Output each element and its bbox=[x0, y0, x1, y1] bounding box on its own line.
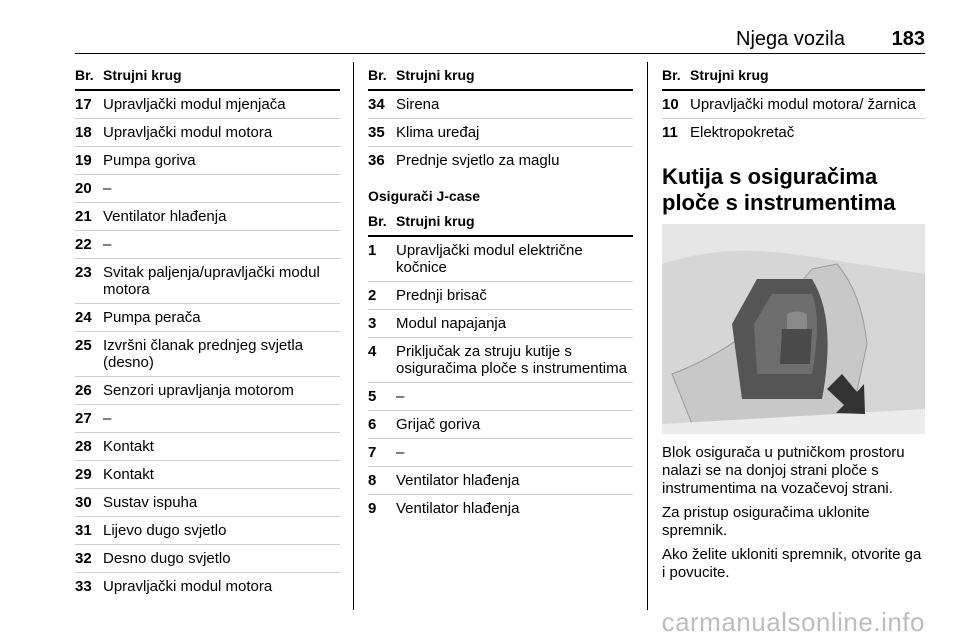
fuse-number: 2 bbox=[368, 287, 377, 304]
table-row bbox=[75, 517, 340, 545]
fuse-number: 8 bbox=[368, 472, 377, 489]
page-number: 183 bbox=[891, 28, 925, 50]
fuse-number: 11 bbox=[662, 124, 678, 141]
circuit-label: Ventilator hlađenja bbox=[396, 500, 520, 517]
header-number: Br. bbox=[368, 67, 387, 83]
table-row bbox=[368, 237, 633, 282]
table-row bbox=[75, 203, 340, 231]
table-row bbox=[75, 405, 340, 433]
circuit-label: – bbox=[103, 410, 112, 427]
fuse-number: 18 bbox=[75, 124, 92, 141]
circuit-label: Upravljački modul motora/ žarnica bbox=[690, 96, 916, 113]
column-divider bbox=[353, 62, 354, 610]
table-row bbox=[75, 304, 340, 332]
header-label: Strujni krug bbox=[690, 67, 769, 83]
fuse-number: 25 bbox=[75, 337, 92, 354]
circuit-label: Grijač goriva bbox=[396, 416, 481, 433]
watermark: carmanualsonline.info bbox=[661, 607, 925, 637]
circuit-label: Upravljački modul motora bbox=[103, 578, 273, 595]
circuit-label: Svitak paljenja/upravljački modul motora bbox=[103, 264, 320, 298]
column-2 bbox=[368, 62, 633, 522]
fuse-table-1 bbox=[75, 91, 340, 600]
fuse-number: 30 bbox=[75, 494, 92, 511]
fuse-number: 26 bbox=[75, 382, 92, 399]
table-row bbox=[368, 439, 633, 467]
circuit-label: Senzori upravljanja motorom bbox=[103, 382, 294, 399]
table-row bbox=[368, 282, 633, 310]
fuse-number: 34 bbox=[368, 96, 385, 113]
fuse-number: 5 bbox=[368, 388, 377, 405]
fuse-number: 1 bbox=[368, 242, 377, 259]
fuse-table-4 bbox=[662, 91, 925, 146]
header-label: Strujni krug bbox=[103, 67, 182, 83]
column-divider bbox=[647, 62, 648, 610]
fuse-table-2 bbox=[368, 91, 633, 174]
table-row bbox=[662, 119, 925, 146]
header-label: Strujni krug bbox=[396, 67, 475, 83]
fuse-number: 7 bbox=[368, 444, 377, 461]
fuse-number: 31 bbox=[75, 522, 92, 539]
circuit-label: Izvršni članak prednjeg svjetla (desno) bbox=[103, 337, 304, 371]
paragraph: Ako želite ukloniti spremnik, otvorite ga i povucite. bbox=[662, 546, 922, 581]
header-number: Br. bbox=[662, 67, 681, 83]
circuit-label: Klima uređaj bbox=[396, 124, 480, 141]
table-header bbox=[662, 62, 925, 91]
table-row bbox=[368, 495, 633, 522]
table-row bbox=[368, 91, 633, 119]
table-row bbox=[368, 338, 633, 383]
fuse-number: 9 bbox=[368, 500, 377, 517]
table-row bbox=[75, 573, 340, 600]
table-row bbox=[368, 383, 633, 411]
circuit-label: – bbox=[103, 236, 112, 253]
circuit-label: Ventilator hlađenja bbox=[103, 208, 227, 225]
fuse-number: 23 bbox=[75, 264, 92, 281]
table-row bbox=[368, 147, 633, 174]
page-header bbox=[75, 28, 925, 52]
circuit-label: Sustav ispuha bbox=[103, 494, 198, 511]
fuse-number: 36 bbox=[368, 152, 385, 169]
page-title: Njega vozila bbox=[736, 28, 845, 50]
table-row bbox=[662, 91, 925, 119]
fuse-number: 32 bbox=[75, 550, 92, 567]
table-row bbox=[75, 259, 340, 304]
fuse-number: 3 bbox=[368, 315, 377, 332]
circuit-label: Desno dugo svjetlo bbox=[103, 550, 231, 567]
circuit-label: Modul napajanja bbox=[396, 315, 507, 332]
circuit-label: Upravljački modul motora bbox=[103, 124, 273, 141]
circuit-label: Prednje svjetlo za maglu bbox=[396, 152, 560, 169]
circuit-label: – bbox=[396, 444, 405, 461]
circuit-label: – bbox=[103, 180, 112, 197]
table-row bbox=[368, 411, 633, 439]
table-row bbox=[368, 310, 633, 338]
circuit-label: Sirena bbox=[396, 96, 440, 113]
table-header bbox=[368, 208, 633, 237]
circuit-label: Pumpa perača bbox=[103, 309, 201, 326]
paragraph: Za pristup osiguračima uklonite spremnik. bbox=[662, 504, 870, 539]
fuse-number: 20 bbox=[75, 180, 92, 197]
table-row bbox=[75, 461, 340, 489]
fuse-number: 27 bbox=[75, 410, 92, 427]
table-row bbox=[75, 377, 340, 405]
fuse-number: 35 bbox=[368, 124, 385, 141]
circuit-label: – bbox=[396, 388, 405, 405]
table-row bbox=[75, 489, 340, 517]
header-number: Br. bbox=[75, 67, 94, 83]
dashboard-fuse-cover-drawing bbox=[662, 224, 925, 434]
circuit-label: Kontakt bbox=[103, 438, 154, 455]
paragraph: Blok osigurača u putničkom prostoru nalazi se na donjoj strani ploče s instrumentima na vozačevoj strani. bbox=[662, 444, 905, 497]
fuse-number: 28 bbox=[75, 438, 92, 455]
table-row bbox=[75, 91, 340, 119]
fuse-number: 19 bbox=[75, 152, 92, 169]
fuse-number: 10 bbox=[662, 96, 679, 113]
table-header bbox=[368, 62, 633, 91]
table-row bbox=[75, 332, 340, 377]
table-row bbox=[75, 175, 340, 203]
fuse-number: 6 bbox=[368, 416, 377, 433]
fuse-number: 33 bbox=[75, 578, 92, 595]
header-label: Strujni krug bbox=[396, 213, 475, 229]
jcase-heading: Osigurači J-case bbox=[368, 188, 481, 204]
table-row bbox=[75, 545, 340, 573]
section-heading: Kutija s osiguračima ploče s instrumentima bbox=[662, 164, 896, 215]
fuse-number: 24 bbox=[75, 309, 92, 326]
fuse-number: 17 bbox=[75, 96, 92, 113]
fuse-number: 21 bbox=[75, 208, 92, 225]
circuit-label: Elektropokretač bbox=[690, 124, 795, 141]
circuit-label: Kontakt bbox=[103, 466, 154, 483]
circuit-label: Upravljački modul električne kočnice bbox=[396, 242, 583, 276]
header-number: Br. bbox=[368, 213, 387, 229]
fuse-number: 29 bbox=[75, 466, 92, 483]
table-row bbox=[368, 467, 633, 495]
circuit-label: Prednji brisač bbox=[396, 287, 487, 304]
table-header bbox=[75, 62, 340, 91]
table-row bbox=[75, 231, 340, 259]
fuse-number: 22 bbox=[75, 236, 92, 253]
circuit-label: Ventilator hlađenja bbox=[396, 472, 520, 489]
table-row bbox=[75, 433, 340, 461]
fuse-number: 4 bbox=[368, 343, 377, 360]
circuit-label: Upravljački modul mjenjača bbox=[103, 96, 286, 113]
header-divider bbox=[75, 53, 925, 54]
circuit-label: Pumpa goriva bbox=[103, 152, 196, 169]
fuse-table-3 bbox=[368, 237, 633, 522]
column-1 bbox=[75, 62, 340, 600]
column-3 bbox=[662, 62, 925, 588]
circuit-label: Priključak za struju kutije s osiguračima ploče s instrumentima bbox=[396, 343, 627, 377]
table-row bbox=[368, 119, 633, 147]
circuit-label: Lijevo dugo svjetlo bbox=[103, 522, 227, 539]
table-row bbox=[75, 119, 340, 147]
table-row bbox=[75, 147, 340, 175]
fuse-box-illustration bbox=[662, 224, 925, 434]
